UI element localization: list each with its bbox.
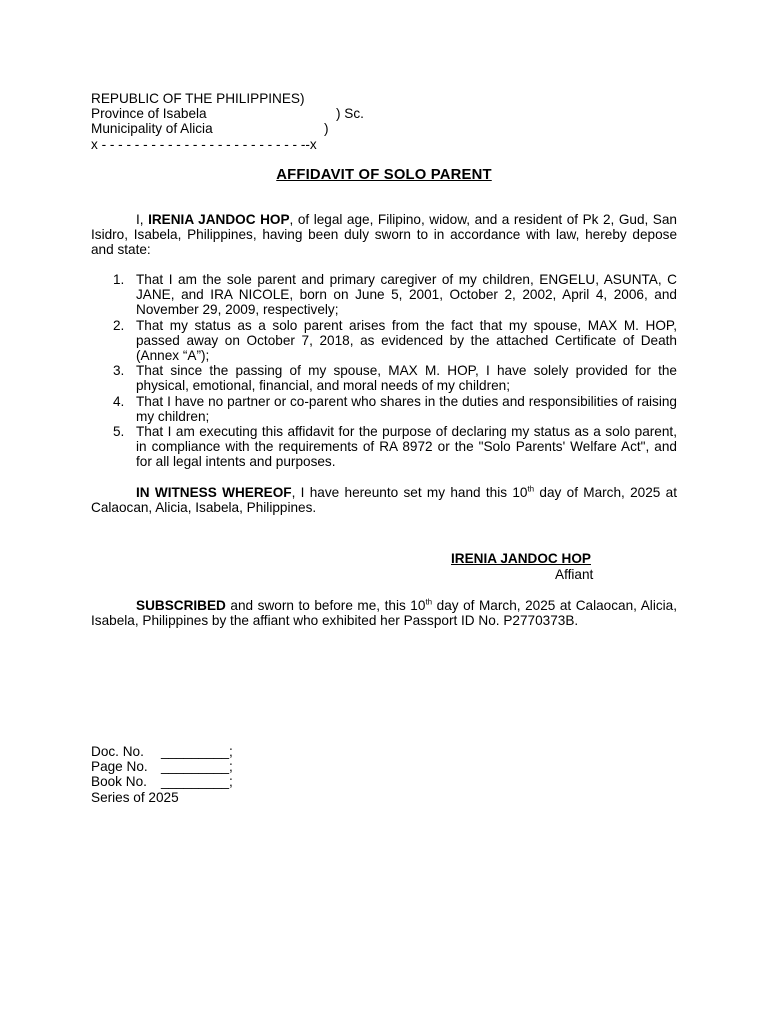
intro-paragraph <box>91 212 677 258</box>
doc-no-label: Doc. No. <box>91 744 144 759</box>
book-no-label: Book No. <box>91 774 147 790</box>
jurat-heading: SUBSCRIBED <box>136 598 226 613</box>
intro-rest: , of legal age, Filipino, widow, and a resident of Pk 2, Gud, San Isidro, Isabela, Philippines, having been duly sworn to in accordance with law, hereby depose and state: <box>91 212 677 258</box>
jurat-superscript: th <box>425 597 433 607</box>
witness-text-1: , I have hereunto set my hand this 10 <box>291 485 528 500</box>
list-item-number: 4. <box>113 393 125 409</box>
list-item-text: That since the passing of my spouse, MAX M. HOP, I have solely provided for the physical, emotional, financial, and moral needs of my children; <box>136 363 677 394</box>
list-item <box>91 363 677 393</box>
list-item-text: That my status as a solo parent arises from the fact that my spouse, MAX M. HOP, passed away on October 7, 2018, as evidenced by the attached Certificate of Death (Annex “A”); <box>136 317 677 364</box>
jurat-text-1: and sworn to before me, this 10 <box>225 598 426 613</box>
notarial-register <box>91 744 233 805</box>
list-item <box>91 424 677 470</box>
page-no-blank: _________; <box>161 759 233 775</box>
list-item-text: That I have no partner or co-parent who shares in the duties and responsibilities of raising my children; <box>136 393 677 424</box>
list-item-number: 2. <box>113 317 125 333</box>
venue-province-text: Province of Isabela <box>91 106 207 122</box>
venue-line-province <box>91 106 391 121</box>
venue-line-municipality <box>91 121 391 136</box>
venue-municipality-text: Municipality of Alicia <box>91 121 213 137</box>
venue-separator: x - - - - - - - - - - - - - - - - - - - - - - - - --x <box>91 136 317 152</box>
venue-republic-text: REPUBLIC OF THE PHILIPPINES) <box>91 91 305 106</box>
list-item-text: That I am the sole parent and primary caregiver of my children, ENGELU, ASUNTA, C JANE, and IRA NICOLE, born on June 5, 2001, October 2, 2002, April 4, 2006, and November 29, 2009, respectively; <box>136 272 677 318</box>
list-item <box>91 272 677 318</box>
book-no-blank: _________; <box>161 774 233 790</box>
venue-line-republic <box>91 91 391 106</box>
statement-list <box>91 272 677 470</box>
list-item-number: 1. <box>113 272 125 287</box>
list-item-number: 5. <box>113 424 125 440</box>
witness-paragraph <box>91 485 677 515</box>
venue-sc-text: ) Sc. <box>336 106 364 122</box>
list-item <box>91 394 677 424</box>
intro-prefix: I, <box>136 212 149 227</box>
signature-name: IRENIA JANDOC HOP <box>451 551 591 566</box>
page-no-row <box>91 759 233 775</box>
list-item-text: That I am executing this affidavit for the purpose of declaring my status as a solo parent, in compliance with the requirements of RA 8972 or the "Solo Parents' Welfare Act", and for all legal intents and purposes. <box>136 424 677 470</box>
doc-no-row <box>91 744 233 759</box>
book-no-row <box>91 774 233 790</box>
jurat-text-2: day of March, 2025 at Calaocan, Alicia, Isabela, Philippines by the affiant who exhibited her Passport ID No. P2770373B. <box>91 598 677 629</box>
page-no-label: Page No. <box>91 759 148 775</box>
list-item <box>91 318 677 364</box>
witness-heading: IN WITNESS WHEREOF <box>136 485 292 500</box>
venue-block <box>91 91 391 152</box>
list-item-number: 3. <box>113 363 125 379</box>
document-title: AFFIDAVIT OF SOLO PARENT <box>276 167 492 183</box>
series-row: Series of 2025 <box>91 789 179 805</box>
signature-label: Affiant <box>555 567 594 582</box>
doc-no-blank: _________; <box>161 744 233 759</box>
witness-text-2: day of March, 2025 at Calaocan, Alicia, Isabela, Philippines. <box>91 485 677 516</box>
affiant-name-inline: IRENIA JANDOC HOP <box>148 212 290 227</box>
witness-superscript: th <box>527 484 535 494</box>
jurat-paragraph <box>91 598 677 628</box>
venue-paren-text: ) <box>324 121 329 137</box>
